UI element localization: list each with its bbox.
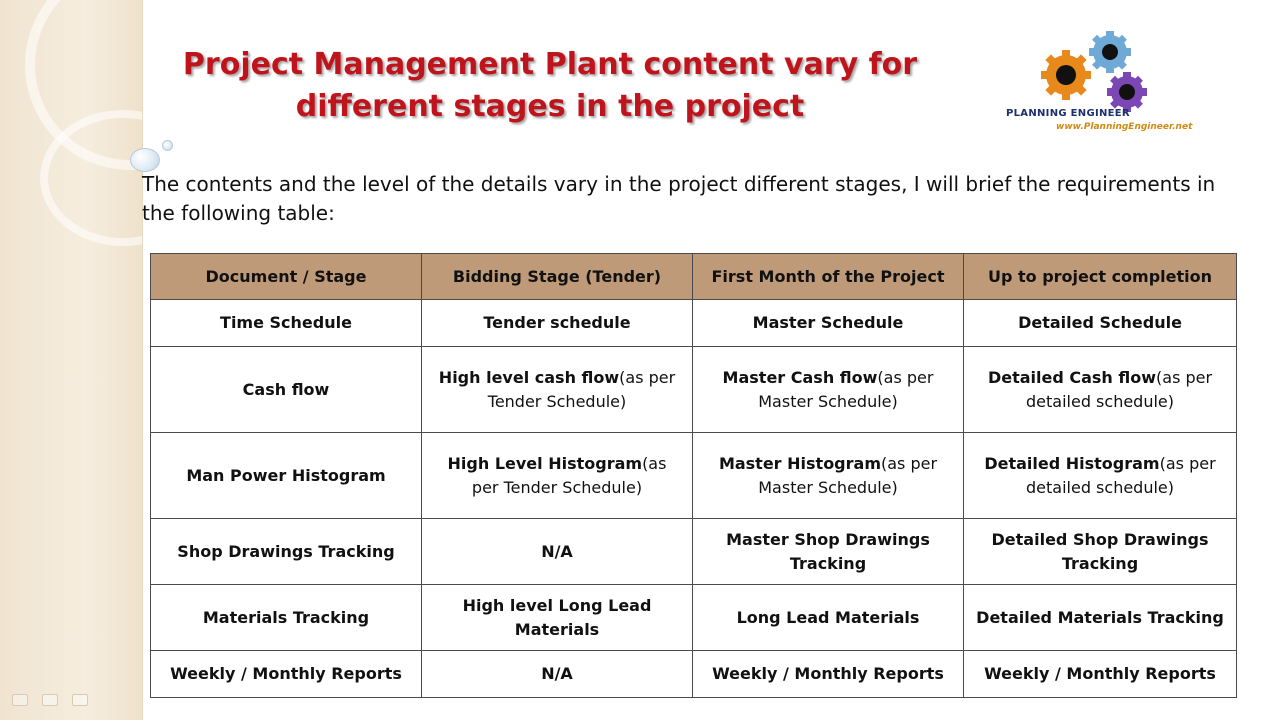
gear-icon <box>1041 50 1091 100</box>
title-line-2: different stages in the project <box>295 89 805 124</box>
table-header-row <box>151 254 1237 300</box>
table-row <box>151 651 1237 698</box>
cell-bold-text: N/A <box>541 664 573 683</box>
next-slide-icon[interactable] <box>72 694 88 706</box>
table-cell <box>422 347 693 433</box>
title-line-1: Project Management Plant content vary for <box>182 47 918 82</box>
table-cell <box>964 347 1237 433</box>
cell-bold-text: High level Long Lead Materials <box>462 595 652 639</box>
cell-bold-text: Weekly / Monthly Reports <box>984 664 1216 683</box>
cell-bold-text: Long Lead Materials <box>736 607 920 627</box>
table-cell <box>964 519 1237 585</box>
decorative-side-panel <box>0 0 143 720</box>
row-label: Materials Tracking <box>151 585 422 651</box>
intro-paragraph: The contents and the level of the details vary in the project different stages, I will brief the requirements in the following table: <box>142 172 1216 225</box>
cell-bold-text: High level cash flow <box>438 367 620 387</box>
cell-text: (as per Master Schedule) <box>758 453 938 497</box>
cell-bold-text: Master Cash flow <box>722 367 878 387</box>
table-row <box>151 347 1237 433</box>
gear-icon <box>1107 72 1147 112</box>
cell-bold-text: Detailed Histogram <box>984 453 1160 473</box>
slide-menu-icon[interactable] <box>42 694 58 706</box>
cell-bold-text: Detailed Cash flow <box>987 367 1157 387</box>
logo-url: www.PlanningEngineer.net <box>1056 122 1193 132</box>
cell-bold-text: Detailed Schedule <box>1018 313 1182 332</box>
cell-text: (as per detailed schedule) <box>1026 453 1216 497</box>
table-cell <box>422 300 693 347</box>
cell-bold-text: Master Shop Drawings Tracking <box>726 529 930 573</box>
table-cell <box>422 519 693 585</box>
row-label: Man Power Histogram <box>151 433 422 519</box>
slide-title <box>160 44 940 128</box>
column-header: First Month of the Project <box>693 254 964 300</box>
cell-bold-text: Detailed Materials Tracking <box>976 607 1224 627</box>
table-cell <box>422 651 693 698</box>
table-row <box>151 300 1237 347</box>
decorative-bubble <box>162 140 173 151</box>
requirements-table <box>150 253 1237 698</box>
cell-bold-text: N/A <box>541 541 573 561</box>
table-row <box>151 585 1237 651</box>
table-cell <box>693 347 964 433</box>
cell-bold-text: Master Histogram <box>718 453 881 473</box>
cell-text: (as per Master Schedule) <box>758 367 934 411</box>
table-cell <box>693 585 964 651</box>
cell-bold-text: Tender schedule <box>483 313 631 332</box>
gear-icon <box>1089 31 1131 73</box>
table-cell <box>693 433 964 519</box>
cell-text: (as per Tender Schedule) <box>487 367 676 411</box>
cell-text: (as per detailed schedule) <box>1026 367 1213 411</box>
table-cell <box>964 651 1237 698</box>
column-header: Bidding Stage (Tender) <box>422 254 693 300</box>
prev-slide-icon[interactable] <box>12 694 28 706</box>
cell-text: (as per Tender Schedule) <box>471 453 667 497</box>
row-label: Time Schedule <box>151 300 422 347</box>
table-cell <box>693 651 964 698</box>
cell-bold-text: Weekly / Monthly Reports <box>712 664 944 683</box>
column-header: Document / Stage <box>151 254 422 300</box>
table-cell <box>422 585 693 651</box>
table-cell <box>422 433 693 519</box>
table-cell <box>964 433 1237 519</box>
row-label: Shop Drawings Tracking <box>151 519 422 585</box>
table-cell <box>964 300 1237 347</box>
slide-nav-controls[interactable] <box>12 694 88 706</box>
table-row <box>151 519 1237 585</box>
cell-bold-text: High Level Histogram <box>447 453 643 473</box>
row-label: Cash flow <box>151 347 422 433</box>
table-cell <box>693 300 964 347</box>
row-label: Weekly / Monthly Reports <box>151 651 422 698</box>
column-header: Up to project completion <box>964 254 1237 300</box>
table-row <box>151 433 1237 519</box>
cell-bold-text: Master Schedule <box>752 313 904 332</box>
decorative-bubble <box>130 148 160 172</box>
cell-bold-text: Detailed Shop Drawings Tracking <box>991 529 1209 573</box>
table-cell <box>964 585 1237 651</box>
table-cell <box>693 519 964 585</box>
logo-name: PLANNING ENGINEER <box>1006 108 1130 119</box>
